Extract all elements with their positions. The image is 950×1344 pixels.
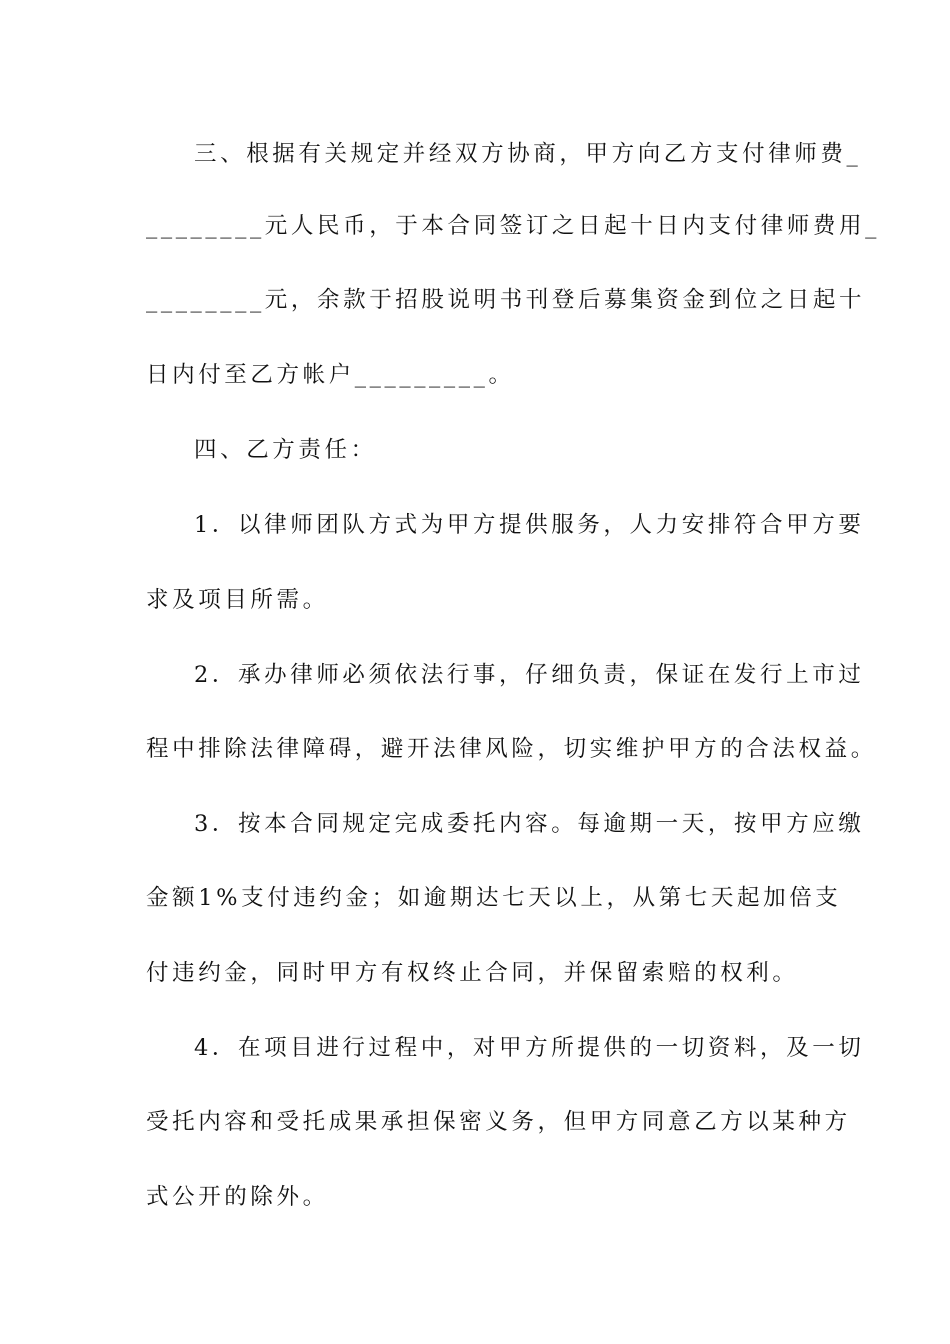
text-line: 4．在项目进行过程中，对甲方所提供的一切资料，及一切	[194, 1035, 865, 1061]
text-line: 金额1%支付违约金；如逾期达七天以上，从第七天起加倍支	[146, 885, 842, 911]
text-line: 3．按本合同规定完成委托内容。每逾期一天，按甲方应缴	[194, 811, 865, 837]
section-heading: 四、乙方责任：	[194, 437, 377, 463]
text-line: 三、根据有关规定并经双方协商，甲方向乙方支付律师费_	[194, 141, 862, 167]
text-line: 受托内容和受托成果承担保密义务，但甲方同意乙方以某种方	[146, 1109, 851, 1135]
text-line: ________元，余款于招股说明书刊登后募集资金到位之日起十	[146, 287, 866, 313]
text-line: ________元人民币，于本合同签订之日起十日内支付律师费用_	[146, 213, 880, 239]
text-line: 付违约金，同时甲方有权终止合同，并保留索赔的权利。	[146, 960, 799, 986]
text-line: 1．以律师团队方式为甲方提供服务，人力安排符合甲方要	[194, 512, 865, 538]
text-line: 式公开的除外。	[146, 1184, 329, 1210]
text-line: 求及项目所需。	[146, 587, 329, 613]
text-line: 日内付至乙方帐户_________。	[146, 362, 515, 388]
text-line: 2．承办律师必须依法行事，仔细负责，保证在发行上市过	[194, 662, 865, 688]
text-line: 程中排除法律障碍，避开法律风险，切实维护甲方的合法权益。	[146, 736, 877, 762]
